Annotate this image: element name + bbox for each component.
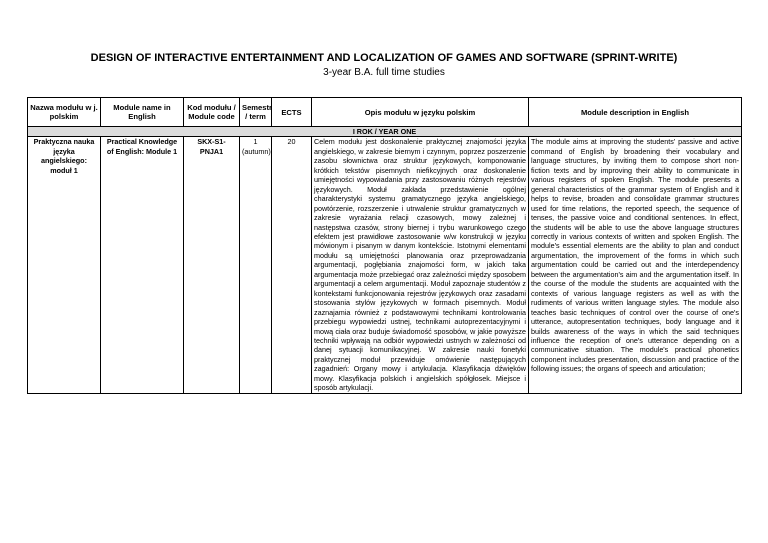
cell-semester: 1 (autumn) bbox=[240, 137, 272, 393]
header-row bbox=[28, 98, 742, 127]
cell-description-en: The module aims at improving the students' passive and active command of English by broadening their vocabulary and language structures, by inviting them to compose short non-fiction texts and by improving their ability to communicate in various registers of spoken English. The module presents a general characteristics of the grammar system of English and it helps to revise, broaden and consolidate grammar structures used for time relations, the reported speech, the sequence of tenses, the passive voice and conditional sentences. In effect, the students will be able to use the above language structures correctly in various contexts of written and spoken English. The module's essential elements are the ability to plan and conduct argumentation, the improvement of the forms in which such argumentation could be carried out and the interdependency between the argumentation's aim and the argumentation itself. In the course of the module the students are acquainted with the contexts of various language registers as well as with the rudiments of various written language styles. The module also teaches basic techniques of control over the course of one's utterance, autopresentation techniques, body language and it builds awareness of the ways in which the said techniques influence the reception of one's utterance depending on a communicative situation. The module's practical phonetics component includes presentation, discussion and practice of the following issues; the organs of speech and articulation; bbox=[529, 137, 742, 393]
header-semester: Semestr / term bbox=[240, 98, 272, 127]
header-module-name-pl: Nazwa modułu w j. polskim bbox=[28, 98, 101, 127]
table-row bbox=[28, 137, 742, 393]
header-module-name-en: Module name in English bbox=[101, 98, 184, 127]
document-title: DESIGN OF INTERACTIVE ENTERTAINMENT AND LOCALIZATION OF GAMES AND SOFTWARE (SPRINT-WRITE) bbox=[90, 52, 678, 64]
cell-module-name-pl: Praktyczna nauka języka angielskiego: moduł 1 bbox=[28, 137, 101, 393]
year-label: I ROK / YEAR ONE bbox=[28, 127, 742, 137]
cell-module-name-en: Practical Knowledge of English: Module 1 bbox=[101, 137, 184, 393]
year-row bbox=[28, 127, 742, 137]
header-description-pl: Opis modułu w języku polskim bbox=[312, 98, 529, 127]
document-subtitle: 3-year B.A. full time studies bbox=[323, 67, 445, 78]
cell-ects: 20 bbox=[272, 137, 312, 393]
cell-description-pl: Celem modułu jest doskonalenie praktycznej znajomości języka angielskiego, w zakresie biernym i czynnym, poprzez poszerzenie zasobu słownictwa oraz struktur językowych, komponowanie krótkich tekstów pisemnych niefikcyjnych oraz doskonalenie umiejętności wypowiadania przy zastosowaniu różnych rejestrów językowych. Moduł zakłada przedstawienie ogólnej charakterystyki systemu gramatycznego języka angielskiego, powtórzenie, rozszerzenie i utrwalenie struktur gramatycznych w zakresie wyrażania relacji czasowych, mowy zależnej i następstwa czasów, strony biernej i trybu warunkowego czego efektem jest prawidłowe zastosowanie w/w konstrukcji w języku mówionym i pisanym w danym kontekście. Istotnymi elementami modułu są umiejętności planowania oraz przeprowadzania argumentacji, pogłębiania znajomości form, w jakich taka argumentacja może przebiegać oraz zależności między sposobem argumentacji a celem argumentacji. Moduł zapoznaje studentów z kontekstami funkcjonowania rejestrów językowych oraz zasadami stosowania stylów językowych w formach pisemnych. Moduł zaznajamia również z podstawowymi technikami kontrolowania przebiegu wypowiedzi ustnej, technikami autoprezentacyjnymi i mową ciała oraz buduje świadomość sposobów, w jakie powyższe techniki wpływają na odbiór wypowiedzi ustnych w zależności od danej sytuacji komunikacyjnej. W zakresie nauki fonetyki praktycznej moduł przewiduje omówienie następujących zagadnień: Organy mowy i artykulacja. Klasyfikacja dźwięków mowy. Klasyfikacja polskich i angielskich spółgłosek. Miejsce i sposób artykulacji. bbox=[312, 137, 529, 393]
header-module-code: Kod modułu / Module code bbox=[184, 98, 240, 127]
cell-module-code: SKX-S1-PNJA1 bbox=[184, 137, 240, 393]
header-description-en: Module description in English bbox=[529, 98, 742, 127]
header-ects: ECTS bbox=[272, 98, 312, 127]
curriculum-table bbox=[27, 97, 742, 394]
